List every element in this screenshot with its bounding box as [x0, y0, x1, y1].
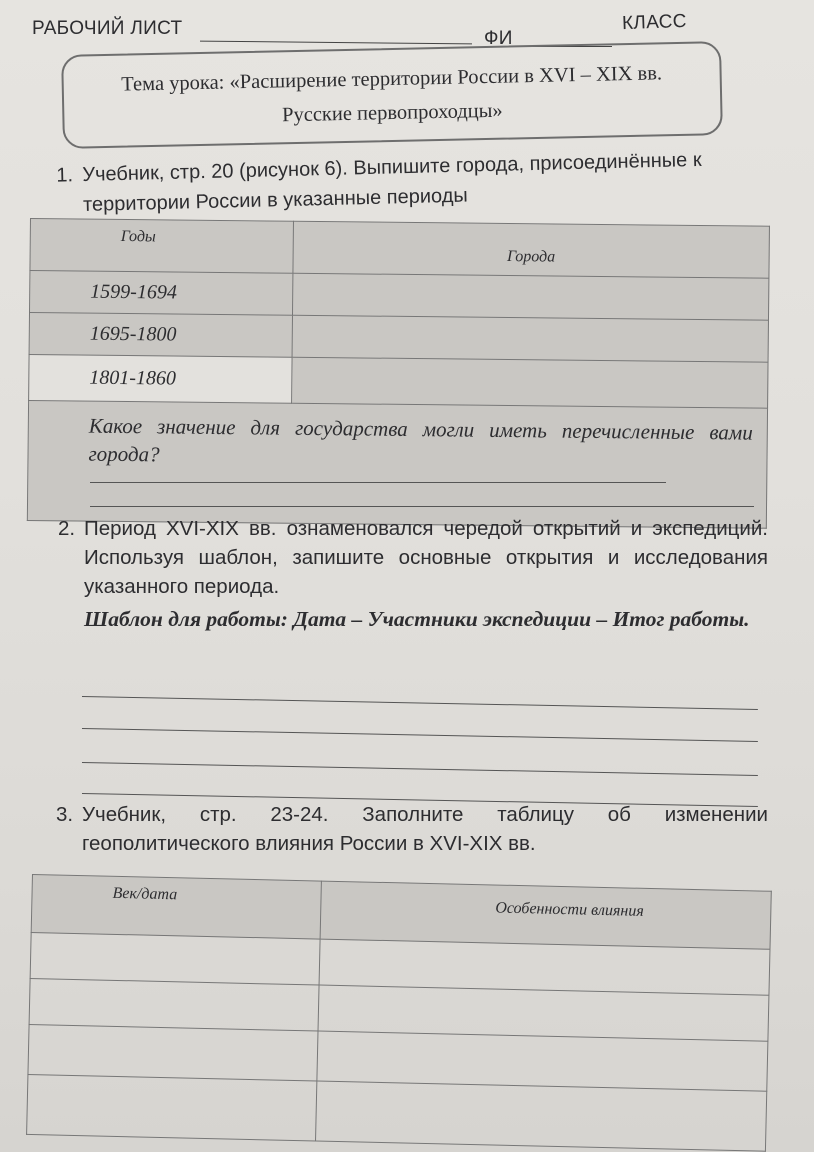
influence-table [26, 874, 772, 1152]
table-row [29, 354, 768, 408]
period-cell: 1801-1860 [29, 354, 292, 403]
answer-line[interactable] [82, 728, 758, 742]
task-1-text-line2: территории России в указанные периоды [82, 184, 468, 216]
task-3 [56, 800, 768, 858]
name-label: ФИ [484, 28, 513, 49]
cities-cell[interactable] [292, 315, 768, 362]
date-cell[interactable] [30, 932, 320, 985]
answer-line[interactable] [90, 482, 666, 483]
answer-line[interactable] [90, 506, 754, 507]
task-2-template: Шаблон для работы: Дата – Участники экспедиции – Итог работы. [84, 607, 750, 631]
date-cell[interactable] [28, 1024, 318, 1081]
column-header-features: Особенности влияния [320, 881, 771, 949]
task-2-number: 2. [58, 517, 76, 540]
answer-line[interactable] [82, 762, 758, 776]
column-header-cities: Города [293, 221, 770, 278]
task-2-text: Период XVI-XIX вв. ознаменовался чередой открытий и экспедиций. Используя шаблон, запишите основные открытия и исследования указанного периода. [84, 517, 768, 598]
answer-line[interactable] [82, 696, 758, 710]
date-cell[interactable] [27, 1074, 317, 1141]
features-cell[interactable] [316, 1081, 767, 1151]
lesson-topic-line2: Русские первопроходцы» [281, 99, 503, 127]
lesson-topic-box [61, 41, 723, 149]
task-3-text: Учебник, стр. 23-24. Заполните таблицу об изменении геополитического влияния России в XVI-XIX вв. [82, 803, 768, 855]
column-header-years: Годы [30, 219, 294, 274]
task-1-text-line1: Учебник, стр. 20 (рисунок 6). Выпишите города, присоединённые к [82, 148, 702, 186]
task-1-number: 1. [56, 164, 74, 187]
task-2 [58, 514, 768, 634]
task-3-number: 3. [56, 803, 74, 826]
period-cell: 1695-1800 [29, 313, 292, 358]
lesson-topic-line1: Тема урока: «Расширение территории России в XVI – XIX вв. [121, 62, 663, 96]
cities-cell[interactable] [292, 273, 768, 320]
task-1 [56, 143, 773, 220]
task-1-question: Какое значение для государства могли иметь перечисленные вами города? [88, 413, 753, 467]
cities-cell[interactable] [292, 357, 768, 408]
class-blank-line [200, 41, 472, 45]
question-row [27, 400, 767, 528]
period-cell: 1599-1694 [30, 271, 293, 316]
column-header-date: Век/дата [31, 875, 321, 940]
date-cell[interactable] [29, 978, 319, 1031]
class-label: КЛАСС [621, 10, 688, 35]
worksheet-label: РАБОЧИЙ ЛИСТ [32, 18, 183, 39]
